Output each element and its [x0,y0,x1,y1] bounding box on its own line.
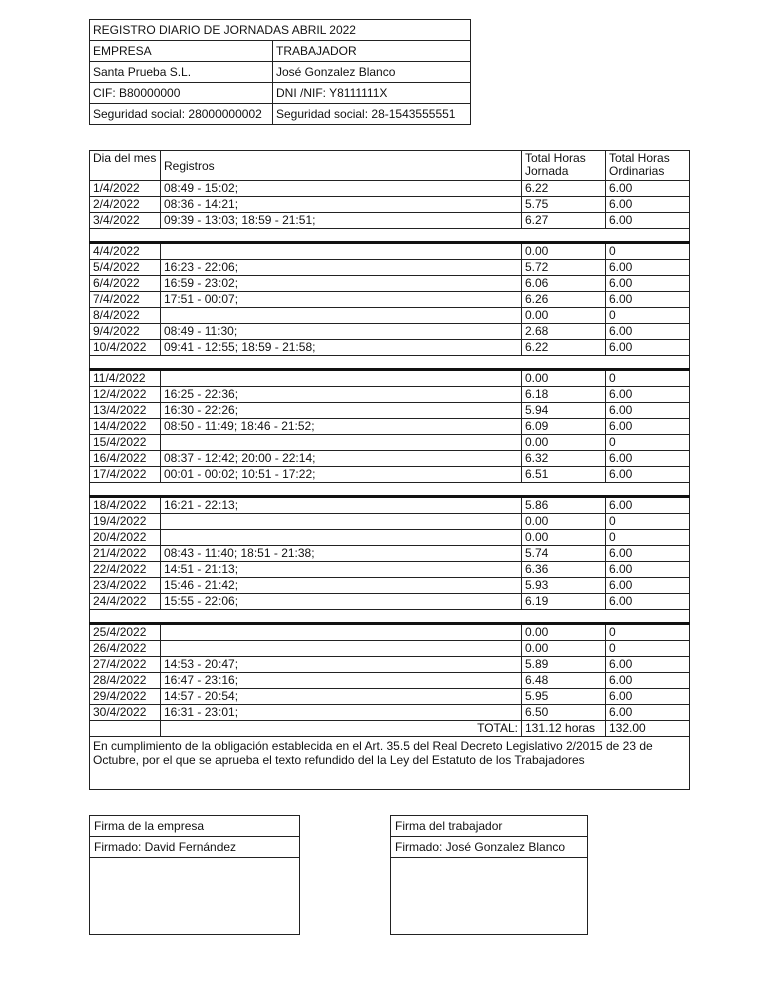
records-cell: 09:39 - 13:03; 18:59 - 21:51; [161,213,522,229]
ordinary-hours-cell: 6.00 [606,324,690,340]
day-cell: 18/4/2022 [90,497,161,514]
records-cell: 08:36 - 14:21; [161,197,522,213]
table-row [90,340,690,356]
ordinary-hours-cell: 6.00 [606,181,690,197]
total-hours-cell: 0.00 [522,435,606,451]
week-separator [90,610,690,624]
day-cell: 3/4/2022 [90,213,161,229]
day-cell: 14/4/2022 [90,419,161,435]
worker-signed-by: Firmado: José Gonzalez Blanco [391,837,587,858]
ordinary-hours-cell: 6.00 [606,260,690,276]
total-hours-cell: 6.22 [522,181,606,197]
table-row [90,197,690,213]
ordinary-hours-cell: 0 [606,435,690,451]
legal-text: En cumplimiento de la obligación establecida en el Art. 35.5 del Real Decreto Legislativo 2/2015 de 23 de Octubre, por el que se aprueba el texto refundido del la Ley del Estatuto de los Trabajadores [90,737,690,790]
total-hours-cell: 6.19 [522,594,606,610]
total-hours-cell: 5.74 [522,546,606,562]
day-cell: 28/4/2022 [90,673,161,689]
total-hours-cell: 5.75 [522,197,606,213]
table-row [90,324,690,340]
total-hours-cell: 6.22 [522,340,606,356]
day-cell: 12/4/2022 [90,387,161,403]
ordinary-hours-cell: 6.00 [606,705,690,721]
table-row [90,403,690,419]
records-cell [161,370,522,387]
records-cell: 08:49 - 11:30; [161,324,522,340]
ordinary-hours-cell: 6.00 [606,689,690,705]
records-cell: 14:53 - 20:47; [161,657,522,673]
daily-body [90,181,690,721]
table-row [90,292,690,308]
total-hours-cell: 6.36 [522,562,606,578]
day-cell: 22/4/2022 [90,562,161,578]
total-hours: 131.12 horas [522,721,606,737]
week-separator [90,229,690,243]
records-cell [161,641,522,657]
total-hours-cell: 6.50 [522,705,606,721]
records-cell: 08:37 - 12:42; 20:00 - 22:14; [161,451,522,467]
company-ss: Seguridad social: 28000000002 [90,104,273,125]
table-row [90,213,690,229]
week-separator-cell [90,610,690,624]
total-row [90,721,690,737]
worker-signature-title: Firma del trabajador [391,816,587,837]
records-cell [161,243,522,260]
day-cell: 1/4/2022 [90,181,161,197]
day-cell: 5/4/2022 [90,260,161,276]
total-hours-cell: 5.86 [522,497,606,514]
records-cell [161,308,522,324]
company-label: EMPRESA [90,41,273,62]
total-ordinary: 132.00 [606,721,690,737]
records-cell: 16:31 - 23:01; [161,705,522,721]
day-cell: 2/4/2022 [90,197,161,213]
ordinary-hours-cell: 6.00 [606,276,690,292]
day-cell: 30/4/2022 [90,705,161,721]
table-row [90,624,690,641]
worker-dni: DNI /NIF: Y8111111X [273,83,471,104]
ordinary-hours-cell: 6.00 [606,673,690,689]
total-hours-cell: 5.89 [522,657,606,673]
ordinary-hours-cell: 6.00 [606,340,690,356]
table-row [90,243,690,260]
week-separator-cell [90,356,690,370]
daily-records-table [89,150,690,790]
day-cell: 29/4/2022 [90,689,161,705]
ordinary-hours-cell: 6.00 [606,451,690,467]
records-cell: 16:47 - 23:16; [161,673,522,689]
col-day-header: Dia del mes [90,151,161,181]
table-row [90,641,690,657]
day-cell: 21/4/2022 [90,546,161,562]
ss-row [90,104,471,125]
ordinary-hours-cell: 0 [606,641,690,657]
day-cell: 25/4/2022 [90,624,161,641]
records-cell: 14:51 - 21:13; [161,562,522,578]
day-cell: 16/4/2022 [90,451,161,467]
ordinary-hours-cell: 6.00 [606,497,690,514]
week-separator [90,483,690,497]
table-row [90,260,690,276]
total-hours-cell: 2.68 [522,324,606,340]
company-signature-box [89,815,300,935]
total-hours-cell: 6.09 [522,419,606,435]
name-row [90,62,471,83]
table-row [90,497,690,514]
table-row [90,451,690,467]
total-hours-cell: 6.18 [522,387,606,403]
ordinary-hours-cell: 0 [606,514,690,530]
total-hours-cell: 6.27 [522,213,606,229]
total-hours-cell: 0.00 [522,514,606,530]
week-separator-cell [90,483,690,497]
total-label: TOTAL: [161,721,522,737]
ordinary-hours-cell: 6.00 [606,387,690,403]
total-hours-cell: 5.95 [522,689,606,705]
ordinary-hours-cell: 6.00 [606,594,690,610]
table-row [90,530,690,546]
total-hours-cell: 6.48 [522,673,606,689]
table-row [90,308,690,324]
day-cell: 27/4/2022 [90,657,161,673]
table-row [90,181,690,197]
ordinary-hours-cell: 6.00 [606,467,690,483]
col-total-header-line2: Jornada [525,164,569,178]
company-signed-by: Firmado: David Fernández [90,837,299,858]
ordinary-hours-cell: 6.00 [606,657,690,673]
ordinary-hours-cell: 6.00 [606,562,690,578]
total-hours-cell: 0.00 [522,243,606,260]
col-records-header: Registros [161,151,522,181]
table-row [90,546,690,562]
ordinary-hours-cell: 6.00 [606,292,690,308]
total-hours-cell: 0.00 [522,530,606,546]
records-cell: 08:43 - 11:40; 18:51 - 21:38; [161,546,522,562]
worker-name: José Gonzalez Blanco [273,62,471,83]
day-cell: 17/4/2022 [90,467,161,483]
records-cell: 00:01 - 00:02; 10:51 - 17:22; [161,467,522,483]
records-cell: 08:50 - 11:49; 18:46 - 21:52; [161,419,522,435]
day-cell: 7/4/2022 [90,292,161,308]
table-row [90,435,690,451]
records-cell [161,514,522,530]
day-cell: 8/4/2022 [90,308,161,324]
week-separator [90,356,690,370]
legal-row [90,737,690,790]
records-cell: 15:55 - 22:06; [161,594,522,610]
total-hours-cell: 6.32 [522,451,606,467]
table-row [90,689,690,705]
day-cell: 24/4/2022 [90,594,161,610]
col-total-header-line1: Total Horas [525,151,586,165]
total-hours-cell: 0.00 [522,624,606,641]
table-row [90,562,690,578]
total-hours-cell: 6.51 [522,467,606,483]
col-ordinary-header-line1: Total Horas [609,151,670,165]
worker-ss: Seguridad social: 28-1543555551 [273,104,471,125]
day-cell: 10/4/2022 [90,340,161,356]
records-cell: 16:25 - 22:36; [161,387,522,403]
title-row [90,20,471,41]
table-row [90,673,690,689]
records-cell: 09:41 - 12:55; 18:59 - 21:58; [161,340,522,356]
day-cell: 4/4/2022 [90,243,161,260]
records-cell [161,530,522,546]
day-cell: 23/4/2022 [90,578,161,594]
total-hours-cell: 5.94 [522,403,606,419]
total-hours-cell: 5.93 [522,578,606,594]
label-row [90,41,471,62]
records-cell: 16:23 - 22:06; [161,260,522,276]
records-cell [161,624,522,641]
table-row [90,594,690,610]
ordinary-hours-cell: 6.00 [606,419,690,435]
day-cell: 26/4/2022 [90,641,161,657]
ordinary-hours-cell: 6.00 [606,403,690,419]
records-cell: 14:57 - 20:54; [161,689,522,705]
week-separator-cell [90,229,690,243]
day-cell: 9/4/2022 [90,324,161,340]
table-row [90,578,690,594]
col-ordinary-header [606,151,690,181]
worker-label: TRABAJADOR [273,41,471,62]
ordinary-hours-cell: 6.00 [606,213,690,229]
table-row [90,276,690,292]
day-cell: 20/4/2022 [90,530,161,546]
records-cell [161,435,522,451]
table-row [90,514,690,530]
table-row [90,657,690,673]
table-row [90,705,690,721]
records-cell: 17:51 - 00:07; [161,292,522,308]
company-cif: CIF: B80000000 [90,83,273,104]
total-hours-cell: 6.06 [522,276,606,292]
worker-signature-box [390,815,588,935]
day-cell: 13/4/2022 [90,403,161,419]
ordinary-hours-cell: 6.00 [606,197,690,213]
day-cell: 11/4/2022 [90,370,161,387]
records-cell: 15:46 - 21:42; [161,578,522,594]
total-hours-cell: 0.00 [522,308,606,324]
ordinary-hours-cell: 0 [606,308,690,324]
total-spacer-1 [90,721,161,737]
company-signature-title: Firma de la empresa [90,816,299,837]
total-hours-cell: 5.72 [522,260,606,276]
col-ordinary-header-line2: Ordinarias [609,164,665,178]
ordinary-hours-cell: 0 [606,370,690,387]
table-header-row [90,151,690,181]
ordinary-hours-cell: 0 [606,243,690,260]
company-name: Santa Prueba S.L. [90,62,273,83]
table-row [90,419,690,435]
ordinary-hours-cell: 6.00 [606,578,690,594]
day-cell: 6/4/2022 [90,276,161,292]
document-title: REGISTRO DIARIO DE JORNADAS ABRIL 2022 [90,20,471,41]
ordinary-hours-cell: 0 [606,530,690,546]
table-row [90,467,690,483]
records-cell: 16:59 - 23:02; [161,276,522,292]
col-total-header [522,151,606,181]
records-cell: 16:21 - 22:13; [161,497,522,514]
id-row [90,83,471,104]
day-cell: 15/4/2022 [90,435,161,451]
total-hours-cell: 6.26 [522,292,606,308]
records-cell: 16:30 - 22:26; [161,403,522,419]
ordinary-hours-cell: 6.00 [606,546,690,562]
table-row [90,370,690,387]
records-cell: 08:49 - 15:02; [161,181,522,197]
header-table [89,19,471,125]
ordinary-hours-cell: 0 [606,624,690,641]
total-hours-cell: 0.00 [522,370,606,387]
table-row [90,387,690,403]
total-hours-cell: 0.00 [522,641,606,657]
day-cell: 19/4/2022 [90,514,161,530]
